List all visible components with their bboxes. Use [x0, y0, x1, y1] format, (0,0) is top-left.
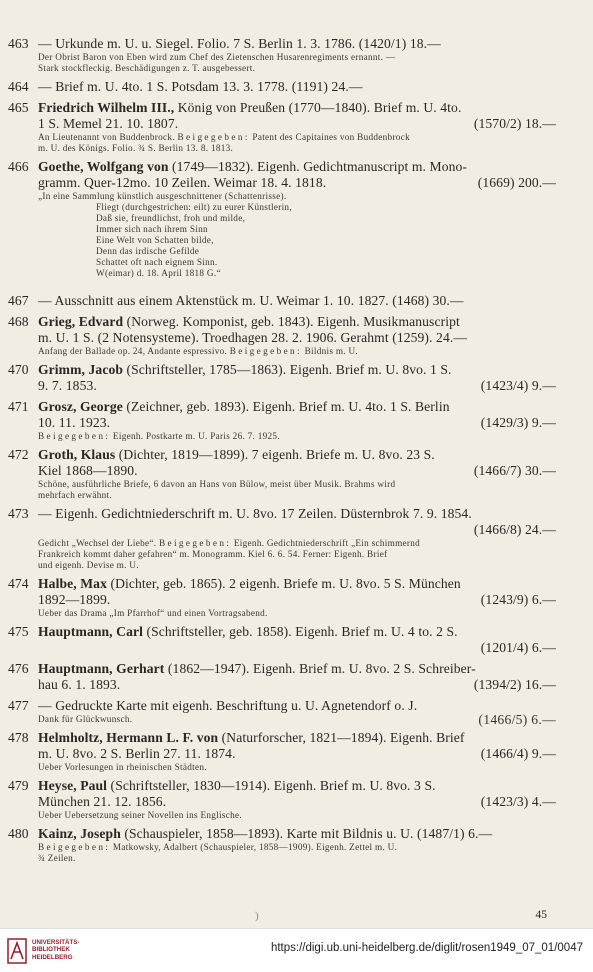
- catalog-entry: [8, 293, 556, 309]
- entry-reference: (1423/3) 4.—: [480, 794, 556, 809]
- entry-name: Groth, Klaus: [38, 447, 116, 462]
- entry-number: 468: [8, 314, 29, 329]
- catalog-entry: [8, 36, 556, 74]
- entry-reference: (1466/4) 9.—: [480, 746, 556, 761]
- beigegeben-label: Beigegeben:: [158, 538, 232, 548]
- entry-reference: (1466/8) 24.—: [473, 522, 556, 537]
- catalog-entry: [8, 159, 556, 279]
- entry-line-1: [38, 778, 556, 794]
- entry-number: 479: [8, 778, 29, 793]
- entry-description: (Schriftsteller, 1785—1863). Eigenh. Brief m. U. 8vo. 1 S.: [123, 362, 452, 377]
- catalog-entry: [8, 661, 556, 693]
- entry-note: Ueber Uebersetzung seiner Novellen ins Englische.: [38, 810, 242, 820]
- library-logo-text: UNIVERSITÄTS- BIBLIOTHEK HEIDELBERG: [32, 939, 80, 961]
- entry-description-cont: hau 6. 1. 1893.: [38, 677, 121, 692]
- catalog-entry: [8, 576, 556, 619]
- entry-description-cont: gramm. Quer-12mo. 10 Zeilen. Weimar 18. 4. 1818.: [38, 175, 327, 190]
- entry-reference: (1423/4) 9.—: [480, 378, 556, 393]
- entry-line-1: [38, 624, 556, 640]
- entry-note-text: Eigenh. Postkarte m. U. Paris 26. 7. 1925.: [110, 431, 280, 441]
- entry-line-2: [38, 794, 556, 810]
- entry-note: Ueber Vorlesungen in rheinischen Städten.: [38, 762, 207, 772]
- entry-name: Helmholtz, Hermann L. F. von: [38, 730, 219, 745]
- entry-number: 477: [8, 698, 29, 713]
- catalog-entry: [8, 730, 556, 773]
- catalog-entry: [8, 778, 556, 821]
- entry-line-1: [38, 100, 556, 116]
- entry-main-text: [8, 447, 556, 479]
- entry-description: (Schauspieler, 1858—1893). Karte mit Bildnis u. U. (1487/1) 6.—: [120, 826, 493, 841]
- poem-line: Immer sich nach ihrem Sinn: [96, 224, 208, 234]
- entry-description-cont: m. U. 1 S. (2 Notensysteme). Troedhagen 28. 2. 1906. Gerahmt (1259). 24.—: [38, 330, 468, 345]
- entry-line-1: [38, 730, 556, 746]
- entry-number: 472: [8, 447, 29, 462]
- catalog-entry: [8, 314, 556, 357]
- entry-number: 466: [8, 159, 29, 174]
- catalog-entries: [8, 36, 556, 869]
- entry-description: — Brief m. U. 4to. 1 S. Potsdam 13. 3. 1778. (1191) 24.—: [38, 79, 363, 94]
- entry-description: (Norweg. Komponist, geb. 1843). Eigenh. Musikmanuscript: [123, 314, 460, 329]
- entry-line-1: [38, 314, 556, 330]
- entry-number: 473: [8, 506, 29, 521]
- entry-name: Hauptmann, Carl: [38, 624, 143, 639]
- entry-note: [8, 538, 556, 549]
- entry-line-2: [38, 677, 556, 693]
- entry-note: mehrfach erwähnt.: [38, 490, 112, 500]
- entry-line-2: [38, 116, 556, 132]
- entry-line-2: [38, 592, 556, 608]
- entry-main-text: [8, 576, 556, 608]
- entry-note: ¾ Zeilen.: [38, 853, 76, 863]
- entry-note-text: Anfang der Ballade op. 24, Andante espressivo.: [38, 346, 230, 356]
- entry-note: m. U. des Königs. Folio. ¾ S. Berlin 13. 8. 1813.: [38, 143, 234, 153]
- entry-description: — Gedruckte Karte mit eigenh. Beschriftung u. U. Agnetendorf o. J.: [38, 698, 418, 713]
- entry-description: (1862—1947). Eigenh. Brief m. U. 8vo. 2 S. Schreiber-: [164, 661, 476, 676]
- entry-description-cont: 1892—1899.: [38, 592, 111, 607]
- entry-note: Der Obrist Baron von Eben wird zum Chef des Zietenschen Husarenregiments ernannt. —: [38, 52, 396, 62]
- entry-line-2: [38, 175, 556, 191]
- entry-main-text: [8, 36, 556, 52]
- catalog-entry: [8, 399, 556, 442]
- entry-name: Grimm, Jacob: [38, 362, 124, 377]
- entry-name: Friedrich Wilhelm III.,: [38, 100, 175, 115]
- entry-description-cont: 1 S. Memel 21. 10. 1807.: [38, 116, 179, 131]
- entry-line-2: [38, 746, 556, 762]
- entry-number: 470: [8, 362, 29, 377]
- entry-number: 464: [8, 79, 29, 94]
- entry-main-text: [8, 159, 556, 191]
- entry-description-cont: 10. 11. 1923.: [38, 415, 111, 430]
- entry-note: [8, 842, 556, 853]
- entry-name: Grosz, George: [38, 399, 123, 414]
- entry-main-text: [8, 661, 556, 693]
- entry-main-text: [8, 506, 556, 538]
- entry-line-1: [38, 362, 556, 378]
- entry-line-1: [38, 826, 556, 842]
- catalog-entry: [8, 624, 556, 656]
- entry-description: (Schriftsteller, 1830—1914). Eigenh. Brief m. U. 8vo. 3 S.: [107, 778, 436, 793]
- entry-number: 463: [8, 36, 29, 51]
- entry-note: „In eine Sammlung künstlich ausgeschnittener (Schattenrisse).: [38, 191, 287, 201]
- entry-description: (Schriftsteller, geb. 1858). Eigenh. Brief m. U. 4 to. 2 S.: [142, 624, 458, 639]
- entry-line-2: [38, 463, 556, 479]
- catalog-entry: [8, 79, 556, 95]
- catalog-entry: [8, 100, 556, 154]
- entry-main-text: [8, 698, 556, 714]
- beigegeben-label: Beigegeben:: [229, 346, 303, 356]
- poem-line: W(eimar) d. 18. April 1818 G.“: [96, 268, 221, 278]
- entry-note-text: An Lieutenannt von Buddenbrock.: [38, 132, 178, 142]
- entry-number: 475: [8, 624, 29, 639]
- entry-description: — Urkunde m. U. u. Siegel. Folio. 7 S. Berlin 1. 3. 1786. (1420/1) 18.—: [38, 36, 441, 51]
- entry-reference-line: [38, 522, 556, 538]
- footer-bar: [0, 928, 593, 972]
- entry-main-text: [8, 826, 556, 842]
- entry-line-2: [38, 378, 556, 394]
- entry-line-2: [38, 330, 556, 346]
- entry-description: (Dichter, geb. 1865). 2 eigenh. Briefe m. U. 8vo. 5 S. München: [106, 576, 461, 591]
- entry-description: (Zeichner, geb. 1893). Eigenh. Brief m. U. 4to. 1 S. Berlin: [122, 399, 450, 414]
- entry-reference: (1243/9) 6.—: [480, 592, 556, 607]
- entry-line-1: [38, 447, 556, 463]
- entry-description: (1749—1832). Eigenh. Gedichtmanuscript m. Mono-: [168, 159, 468, 174]
- catalog-entry: [8, 362, 556, 394]
- entry-main-text: [8, 778, 556, 810]
- entry-name: Kainz, Joseph: [38, 826, 121, 841]
- entry-note: [8, 714, 556, 725]
- entry-main-text: [8, 730, 556, 762]
- entry-note: Schöne, ausführliche Briefe, 6 davon an Hans von Bülow, meist über Musik. Brahms wird: [38, 479, 396, 489]
- entry-name: Halbe, Max: [38, 576, 107, 591]
- entry-name: Hauptmann, Gerhart: [38, 661, 165, 676]
- entry-number: 480: [8, 826, 29, 841]
- entry-main-text: [8, 624, 556, 656]
- beigegeben-label: Beigegeben:: [38, 431, 111, 441]
- entry-description: — Eigenh. Gedichtniederschrift m. U. 8vo. 17 Zeilen. Düsternbrok 7. 9. 1854.: [38, 506, 472, 521]
- poem-line: Denn das irdische Gefilde: [96, 246, 200, 256]
- beigegeben-label: Beigegeben:: [177, 132, 250, 142]
- entry-line-1: [38, 159, 556, 175]
- entry-number: 465: [8, 100, 29, 115]
- entry-description-cont: m. U. 8vo. 2 S. Berlin 27. 11. 1874.: [38, 746, 236, 761]
- poem-line: Daß sie, freundlichst, froh und milde,: [96, 213, 246, 223]
- catalog-entry: [8, 506, 556, 571]
- catalog-entry: [8, 698, 556, 725]
- entry-reference: (1466/7) 30.—: [473, 463, 556, 478]
- beigegeben-label: Beigegeben:: [38, 842, 111, 852]
- entry-line-2: [38, 415, 556, 431]
- entry-description-cont: München 21. 12. 1856.: [38, 794, 167, 809]
- entry-number: 474: [8, 576, 29, 591]
- entry-description-cont: Kiel 1868—1890.: [38, 463, 138, 478]
- entry-main-text: [8, 293, 556, 309]
- entry-note: Stark stockfleckig. Beschädigungen z. T. ausgebessert.: [38, 63, 256, 73]
- entry-note: [8, 346, 556, 357]
- entry-line-2: [38, 640, 556, 656]
- entry-number: 467: [8, 293, 29, 308]
- entry-description: König von Preußen (1770—1840). Brief m. U. 4to.: [174, 100, 462, 115]
- entry-note-text: Gedicht „Wechsel der Liebe“.: [38, 538, 159, 548]
- entry-reference: (1669) 200.—: [477, 175, 556, 190]
- entry-reference: (1394/2) 16.—: [473, 677, 556, 692]
- document-url-link[interactable]: https://digi.ub.uni-heidelberg.de/diglit/rosen1949_07_01/0047: [270, 942, 583, 954]
- entry-note-text: Eigenh. Gedichtniederschrift „Ein schimmernd: [231, 538, 421, 548]
- catalog-entry: [8, 447, 556, 501]
- entry-line-1: [38, 661, 556, 677]
- entry-note: Frankreich kommt daher gefahren“ m. Monogramm. Kiel 6. 6. 54. Ferner: Eigenh. Brief: [38, 549, 388, 559]
- entry-name: Grieg, Edvard: [38, 314, 124, 329]
- entry-main-text: [8, 399, 556, 431]
- entry-description: (Dichter, 1819—1899). 7 eigenh. Briefe m. U. 8vo. 23 S.: [115, 447, 435, 462]
- entry-name: Goethe, Wolfgang von: [38, 159, 169, 174]
- entry-line-1: [38, 576, 556, 592]
- university-library-logo-icon: [6, 937, 28, 965]
- entry-note: Ueber das Drama „Im Pfarrhof“ und einen Vortragsabend.: [38, 608, 268, 618]
- poem-line: Eine Welt von Schatten bilde,: [96, 235, 214, 245]
- catalog-entry: [8, 826, 556, 864]
- entry-main-text: [8, 362, 556, 394]
- entry-note-text: Matkowsky, Adalbert (Schauspieler, 1858—1909). Eigenh. Zettel m. U.: [110, 842, 398, 852]
- poem-line: Fliegt (durchgestrichen: eilt) zu eurer Künstlerin,: [96, 202, 292, 212]
- entry-note-text: Patent des Capitaines von Buddenbrock: [249, 132, 410, 142]
- entry-reference: (1429/3) 9.—: [480, 415, 556, 430]
- entry-reference: (1201/4) 6.—: [480, 640, 556, 655]
- entry-name: Heyse, Paul: [38, 778, 108, 793]
- entry-note: und eigenh. Devise m. U.: [38, 560, 139, 570]
- entry-description-cont: 9. 7. 1853.: [38, 378, 97, 393]
- entry-main-text: [8, 79, 556, 95]
- entry-main-text: [8, 314, 556, 346]
- entry-number: 476: [8, 661, 29, 676]
- entry-line-1: [38, 399, 556, 415]
- entry-description: (Naturforscher, 1821—1894). Eigenh. Brief: [218, 730, 465, 745]
- page-mark: ): [255, 910, 259, 922]
- entry-main-text: [8, 100, 556, 132]
- entry-note-text: Dank für Glückwunsch.: [38, 714, 133, 724]
- poem-line: Schattet oft nach eignem Sinn.: [96, 257, 218, 267]
- entry-number: 471: [8, 399, 29, 414]
- entry-number: 478: [8, 730, 29, 745]
- page-number: 45: [535, 909, 547, 921]
- entry-note: [8, 431, 556, 442]
- entry-reference: (1466/5) 6.—: [478, 712, 556, 727]
- entry-reference: (1570/2) 18.—: [473, 116, 556, 131]
- entry-description: — Ausschnitt aus einem Aktenstück m. U. Weimar 1. 10. 1827. (1468) 30.—: [38, 293, 464, 308]
- entry-note-text: Bildnis m. U.: [302, 346, 359, 356]
- entry-note: [8, 132, 556, 143]
